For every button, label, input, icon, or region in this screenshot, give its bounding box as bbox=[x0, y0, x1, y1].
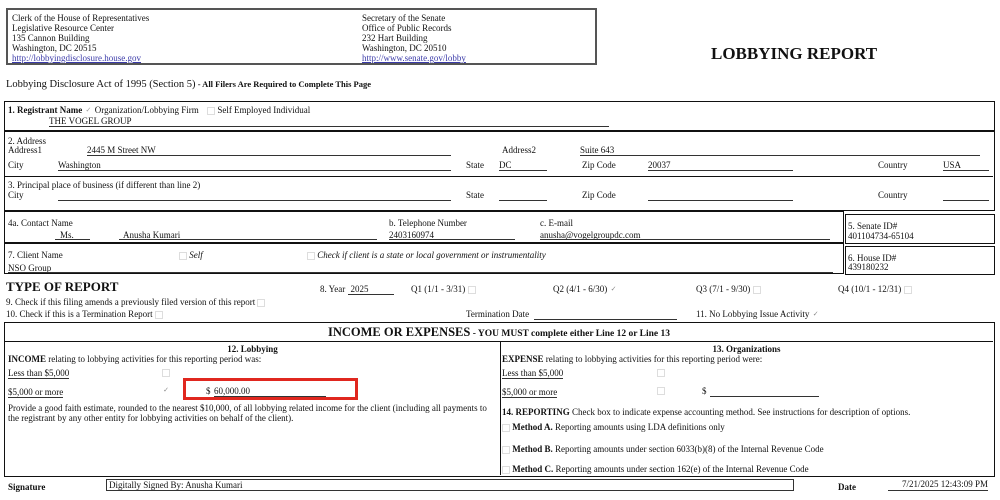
registrant-section bbox=[4, 101, 995, 131]
amend-checkbox[interactable] bbox=[257, 299, 265, 307]
address-header-box bbox=[6, 8, 597, 65]
signature-field[interactable] bbox=[106, 479, 794, 491]
termination-date-field[interactable] bbox=[534, 309, 677, 320]
house-id-value: 439180232 bbox=[848, 262, 889, 272]
q3-label: Q3 (7/1 - 9/30) bbox=[696, 284, 751, 294]
senate-line2: Office of Public Records bbox=[362, 23, 452, 33]
method-a-text: Reporting amounts using LDA definitions only bbox=[552, 422, 725, 432]
expense-dollar: $ bbox=[702, 386, 707, 396]
email-line bbox=[540, 239, 830, 240]
q2-check-icon[interactable]: ✓ bbox=[610, 284, 617, 293]
registrant-label: 1. Registrant Name bbox=[8, 105, 83, 115]
principal-label: 3. Principal place of business (if different than line 2) bbox=[8, 180, 201, 190]
senate-line4: Washington, DC 20510 bbox=[362, 43, 447, 53]
date-label: Date bbox=[838, 482, 856, 492]
self-client-checkbox[interactable] bbox=[179, 252, 187, 260]
reporting-rest: Check box to indicate expense accounting method. See instructions for description of options. bbox=[569, 407, 911, 417]
q2-label: Q2 (4/1 - 6/30) bbox=[553, 284, 608, 294]
principal-state-field[interactable] bbox=[499, 190, 547, 201]
principal-zip-label: Zip Code bbox=[582, 190, 616, 200]
phone-label: b. Telephone Number bbox=[389, 218, 467, 228]
self-employed-checkbox[interactable] bbox=[207, 107, 215, 115]
address-section bbox=[4, 131, 995, 211]
contact-name: Anusha Kumari bbox=[123, 230, 181, 240]
house-id-box bbox=[845, 246, 995, 275]
address2-field bbox=[580, 145, 980, 156]
senate-id-value: 401104734-65104 bbox=[848, 231, 914, 241]
amend-label: 9. Check if this filing amends a previously filed version of this report bbox=[6, 297, 256, 307]
method-c-bold: Method C. bbox=[512, 464, 554, 474]
registrant-name-line bbox=[49, 126, 609, 127]
senate-id-box bbox=[845, 214, 995, 244]
state-gov-check bbox=[307, 250, 546, 260]
expense-amount-field[interactable] bbox=[710, 386, 819, 397]
termination-date-label: Termination Date bbox=[466, 309, 530, 319]
income-less-than: Less than $5,000 bbox=[8, 368, 70, 378]
principal-country-label: Country bbox=[878, 190, 908, 200]
no-activity-check-icon[interactable]: ✓ bbox=[812, 309, 819, 318]
income-less-than-checkbox[interactable] bbox=[162, 369, 170, 377]
expense-rest: relating to lobbying activities for this reporting period were: bbox=[543, 354, 763, 364]
method-a-checkbox[interactable] bbox=[502, 424, 510, 432]
income-word: INCOME bbox=[8, 354, 46, 364]
q4-label: Q4 (10/1 - 12/31) bbox=[838, 284, 902, 294]
principal-divider bbox=[5, 176, 993, 177]
house-id-label: 6. House ID# bbox=[848, 253, 897, 263]
expense-or-more-checkbox[interactable] bbox=[657, 387, 665, 395]
principal-country-field[interactable] bbox=[943, 190, 989, 201]
address1-field bbox=[87, 145, 451, 156]
contact-prefix: Ms. bbox=[60, 230, 74, 240]
senate-id-label: 5. Senate ID# bbox=[848, 221, 898, 231]
income-expenses-subheading: - YOU MUST complete either Line 12 or Line 13 bbox=[470, 329, 671, 339]
income-expenses-heading: INCOME OR EXPENSES bbox=[327, 325, 471, 339]
q1-option bbox=[411, 284, 476, 294]
termination-checkbox[interactable] bbox=[155, 311, 163, 319]
state-value: DC bbox=[499, 160, 512, 170]
q4-option bbox=[838, 284, 912, 294]
address2-label: Address2 bbox=[502, 145, 536, 155]
senate-line3: 232 Hart Building bbox=[362, 33, 428, 43]
column-divider bbox=[500, 341, 501, 475]
reporting-description bbox=[502, 407, 910, 417]
principal-state-label: State bbox=[466, 190, 484, 200]
phone-line bbox=[389, 239, 515, 240]
amount-highlight-box bbox=[183, 378, 358, 400]
q4-checkbox[interactable] bbox=[904, 286, 912, 294]
org-option-label: Organization/Lobbying Firm bbox=[94, 105, 199, 115]
no-activity-label: 11. No Lobbying Issue Activity bbox=[696, 309, 810, 319]
method-b-bold: Method B. bbox=[512, 444, 553, 454]
termination-label: 10. Check if this is a Termination Report bbox=[6, 309, 153, 319]
registrant-name: THE VOGEL GROUP bbox=[49, 116, 132, 126]
income-or-more: $5,000 or more bbox=[8, 387, 64, 397]
income-expenses-section bbox=[4, 322, 995, 477]
senate-line1: Secretary of the Senate bbox=[362, 13, 446, 23]
country-field bbox=[943, 160, 989, 171]
amend-row bbox=[6, 297, 265, 307]
signature-label: Signature bbox=[8, 482, 46, 492]
state-gov-checkbox[interactable] bbox=[307, 252, 315, 260]
reporting-bold: 14. REPORTING bbox=[502, 407, 570, 417]
zip-value: 20037 bbox=[648, 160, 671, 170]
client-label: 7. Client Name bbox=[8, 250, 63, 260]
self-option-label: Self Employed Individual bbox=[217, 105, 311, 115]
q3-checkbox[interactable] bbox=[753, 286, 761, 294]
principal-city-field[interactable] bbox=[58, 190, 451, 201]
country-value: USA bbox=[943, 160, 962, 170]
income-or-more-check-icon[interactable]: ✓ bbox=[163, 386, 169, 394]
date-value: 7/21/2025 12:43:09 PM bbox=[901, 479, 988, 489]
self-client-label: Self bbox=[189, 250, 203, 260]
income-expenses-heading-row bbox=[5, 325, 993, 340]
q1-checkbox[interactable] bbox=[468, 286, 476, 294]
clerk-url-link[interactable]: http://lobbyingdisclosure.house.gov bbox=[12, 53, 141, 63]
zip-label: Zip Code bbox=[582, 160, 616, 170]
q2-option bbox=[553, 284, 618, 294]
clerk-block bbox=[12, 13, 149, 63]
contact-section bbox=[4, 211, 844, 243]
principal-zip-field[interactable] bbox=[648, 190, 793, 201]
expense-word: EXPENSE bbox=[502, 354, 544, 364]
income-divider bbox=[5, 341, 993, 342]
q1-label: Q1 (1/1 - 3/31) bbox=[411, 284, 466, 294]
contact-prefix-line bbox=[55, 239, 90, 240]
expense-less-than-checkbox[interactable] bbox=[657, 369, 665, 377]
city-field bbox=[58, 160, 451, 171]
method-a-bold: Method A. bbox=[512, 422, 553, 432]
method-b-checkbox[interactable] bbox=[502, 446, 510, 454]
phone-value: 2403160974 bbox=[389, 230, 434, 240]
contact-name-line bbox=[119, 239, 377, 240]
zip-field bbox=[648, 160, 793, 171]
year-label: 8. Year bbox=[320, 284, 346, 294]
email-label: c. E-mail bbox=[540, 218, 573, 228]
state-field bbox=[499, 160, 547, 171]
q3-option bbox=[696, 284, 761, 294]
year-row bbox=[320, 284, 394, 295]
act-heading bbox=[6, 79, 371, 90]
income-amount-value: 60,000.00 bbox=[214, 386, 250, 396]
email-value: anusha@vogelgroupdc.com bbox=[540, 230, 641, 240]
expense-description bbox=[502, 354, 762, 364]
method-b-row bbox=[502, 444, 824, 454]
income-note: Provide a good faith estimate, rounded to the nearest $10,000, of all lobbying related income for the client (including all payments to the registrant by any other entity for lobbying activities on behalf of the client). bbox=[8, 403, 487, 423]
address-label: 2. Address bbox=[8, 136, 46, 146]
method-c-checkbox[interactable] bbox=[502, 466, 510, 474]
method-c-row bbox=[502, 464, 809, 474]
termination-row bbox=[6, 309, 163, 319]
city-label: City bbox=[8, 160, 24, 170]
income-rest: relating to lobbying activities for this reporting period was: bbox=[46, 354, 262, 364]
year-value: 2025 bbox=[348, 284, 394, 295]
date-field bbox=[888, 479, 988, 491]
client-name-line bbox=[8, 272, 833, 273]
method-c-text: Reporting amounts under section 162(e) of the Internal Revenue Code bbox=[553, 464, 809, 474]
clerk-line1: Clerk of the House of Representatives bbox=[12, 13, 150, 23]
state-gov-label: Check if client is a state or local government or instrumentality bbox=[317, 250, 546, 260]
income-description bbox=[8, 354, 261, 364]
method-b-text: Reporting amounts under section 6033(b)(8) of the Internal Revenue Code bbox=[552, 444, 824, 454]
contact-label: 4a. Contact Name bbox=[8, 218, 73, 228]
senate-block bbox=[362, 13, 466, 63]
city-value: Washington bbox=[58, 160, 101, 170]
country-label: Country bbox=[878, 160, 908, 170]
senate-url-link[interactable]: http://www.senate.gov/lobby bbox=[362, 53, 466, 63]
state-label: State bbox=[466, 160, 484, 170]
act-note: - All Filers Are Required to Complete This Page bbox=[195, 79, 371, 89]
page-title: LOBBYING REPORT bbox=[711, 44, 878, 63]
expense-or-more: $5,000 or more bbox=[502, 387, 558, 397]
method-a-row bbox=[502, 422, 725, 432]
signature-value: Digitally Signed By: Anusha Kumari bbox=[109, 480, 243, 490]
income-dollar: $ bbox=[206, 386, 211, 396]
address1-value: 2445 M Street NW bbox=[87, 145, 156, 155]
self-client bbox=[179, 250, 203, 260]
organizations-heading: 13. Organizations bbox=[712, 344, 781, 354]
no-activity-row bbox=[696, 309, 820, 319]
clerk-line4: Washington, DC 20515 bbox=[12, 43, 97, 53]
client-section bbox=[4, 243, 844, 274]
org-check-icon[interactable]: ✓ bbox=[85, 105, 92, 114]
client-name: NSO Group bbox=[8, 263, 52, 273]
expense-less-than: Less than $5,000 bbox=[502, 368, 564, 378]
lobbying-heading: 12. Lobbying bbox=[227, 344, 278, 354]
address2-value: Suite 643 bbox=[580, 145, 615, 155]
act-heading-text: Lobbying Disclosure Act of 1995 (Section 5) bbox=[6, 79, 196, 90]
clerk-line2: Legislative Resource Center bbox=[12, 23, 114, 33]
principal-city-label: City bbox=[8, 190, 24, 200]
clerk-line3: 135 Cannon Building bbox=[12, 33, 90, 43]
type-of-report-heading: TYPE OF REPORT bbox=[6, 279, 119, 294]
address1-label: Address1 bbox=[8, 145, 42, 155]
